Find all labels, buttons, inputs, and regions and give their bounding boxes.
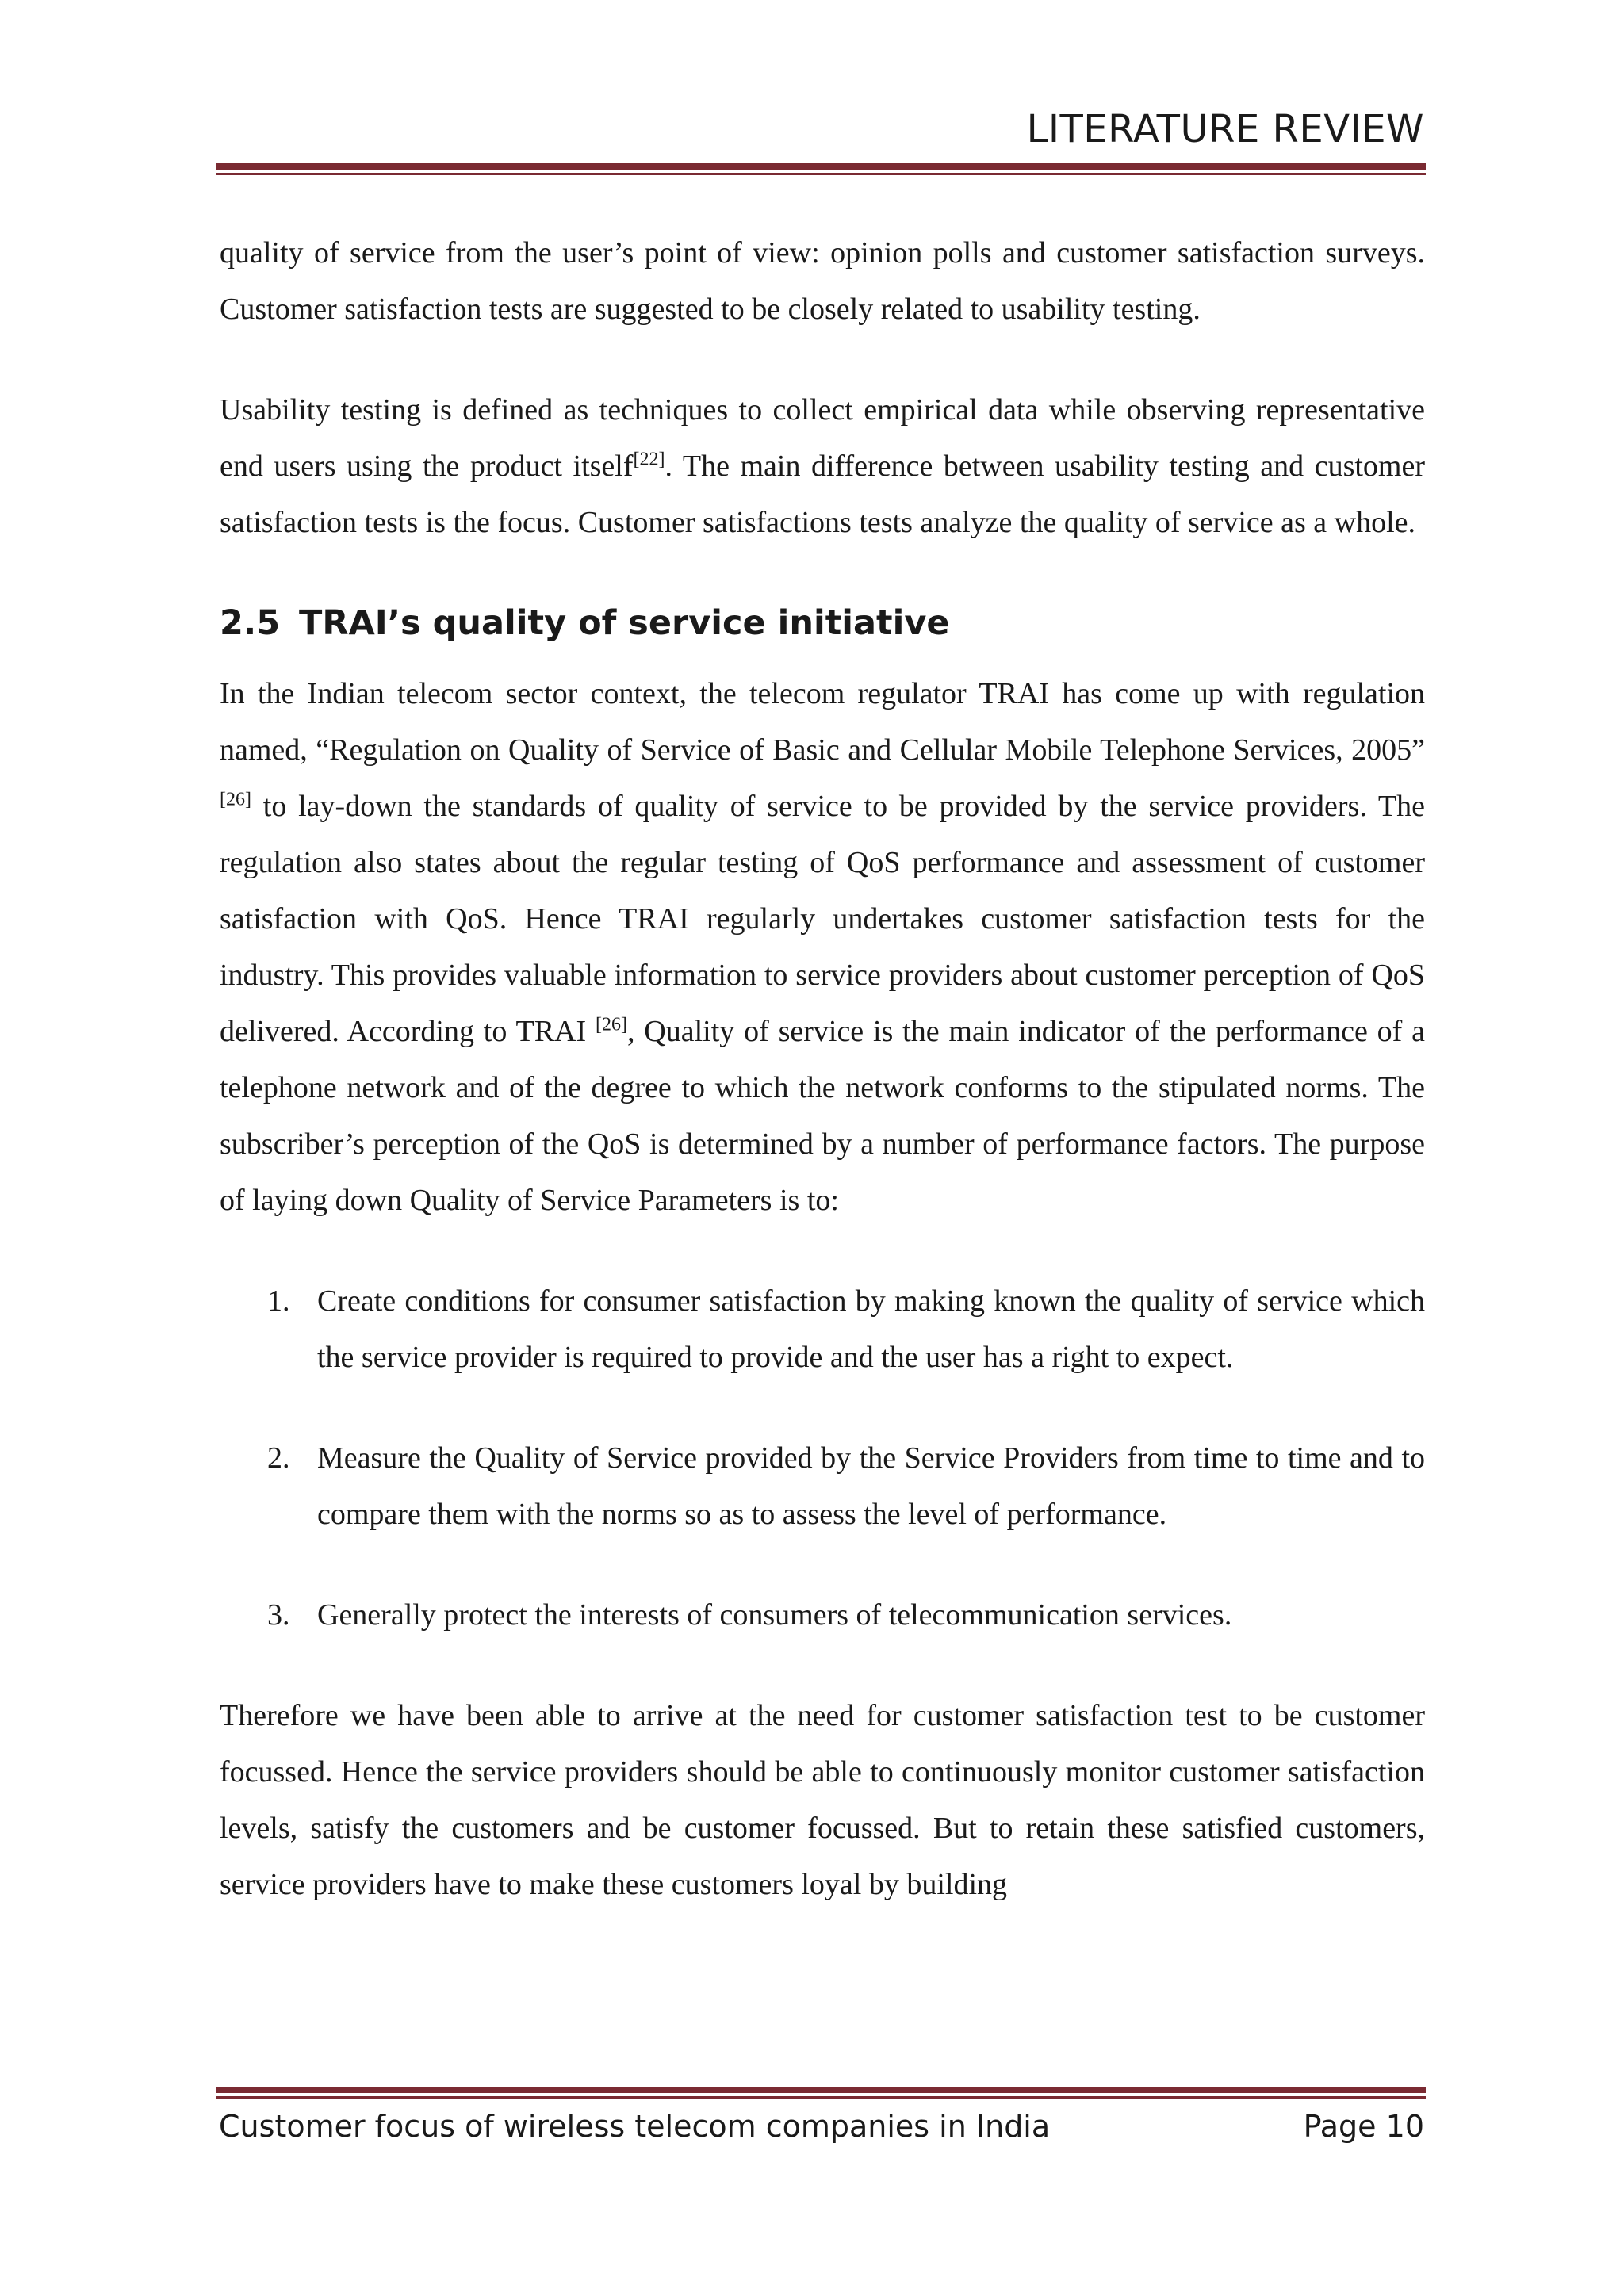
paragraph-3-text-b: to lay-down the standards of quality of service to be provided by the service providers. The regulation also states about the regular testing of QoS performance and assessment of customer satisfaction with QoS. Hence TRAI regularly undertakes customer satisfaction tests for the industry. This provides valuable information to service providers about customer perception of QoS delivered. According to TRAI — [220, 790, 1425, 1048]
footer-rule — [216, 2087, 1426, 2099]
page-body — [220, 225, 1425, 1913]
header-rule-thick — [216, 163, 1426, 170]
header-rule-thin — [216, 173, 1426, 175]
paragraph-4: Therefore we have been able to arrive at the need for customer satisfaction test to be customer focussed. Hence the service providers should be able to continuously monitor customer satisfaction levels, satisfy the customers and be customer focussed. But to retain these satisfied customers, service providers have to make these customers loyal by building — [220, 1699, 1425, 1901]
footer-rule-thin — [216, 2096, 1426, 2099]
paragraph-3-text-c: , Quality of service is the main indicator of the performance of a telephone network and of the degree to which the network conforms to the stipulated norms. The subscriber’s perception of the QoS is determined by a number of performance factors. The purpose of laying down Quality of Service Parameters is to: — [220, 1015, 1425, 1217]
list-item — [220, 1587, 1425, 1644]
running-header: LITERATURE REVIEW — [1026, 107, 1424, 151]
list-item-text: Create conditions for consumer satisfaction by making known the quality of service which the service provider is required to provide and the user has a right to expect. — [317, 1284, 1425, 1374]
footer-rule-thick — [216, 2087, 1426, 2093]
purpose-list — [220, 1273, 1425, 1644]
list-marker: 1. — [267, 1284, 290, 1318]
section-heading — [220, 591, 1425, 652]
list-item — [220, 1430, 1425, 1543]
list-marker: 2. — [267, 1441, 290, 1475]
paragraph-2-text-b: . The main difference between usability testing and customer satisfaction tests is the focus. Customer satisfactions tests analyze the quality of service as a whole. — [220, 450, 1425, 539]
paragraph-1: quality of service from the user’s point of view: opinion polls and customer satisfaction surveys. Customer satisfaction tests are suggested to be closely related to usability testing. — [220, 236, 1425, 326]
paragraph-2 — [220, 382, 1425, 551]
citation-26-first: [26] — [220, 789, 251, 810]
citation-22: [22] — [633, 449, 665, 470]
citation-26-second: [26] — [595, 1014, 627, 1035]
paragraph-3-text-a: In the Indian telecom sector context, the telecom regulator TRAI has come up with regulation named, “Regulation on Quality of Service of Basic and Cellular Mobile Telephone Services, 2005” — [220, 677, 1425, 767]
list-item-text: Generally protect the interests of consumers of telecommunication services. — [317, 1598, 1232, 1632]
section-title: TRAI’s quality of service initiative — [299, 603, 950, 643]
list-item — [220, 1273, 1425, 1386]
list-item-text: Measure the Quality of Service provided by the Service Providers from time to time and to compare them with the norms so as to assess the level of performance. — [317, 1441, 1425, 1531]
page-number: Page 10 — [1303, 2109, 1424, 2144]
header-rule — [216, 163, 1426, 175]
list-marker: 3. — [267, 1598, 290, 1632]
section-number: 2.5 — [220, 603, 281, 643]
footer-document-title: Customer focus of wireless telecom companies in India — [219, 2109, 1051, 2144]
running-footer — [219, 2109, 1424, 2144]
paragraph-3 — [220, 666, 1425, 1229]
paragraph-2-text-a: Usability testing is defined as techniques to collect empirical data while observing representative end users using the product itself — [220, 393, 1425, 483]
